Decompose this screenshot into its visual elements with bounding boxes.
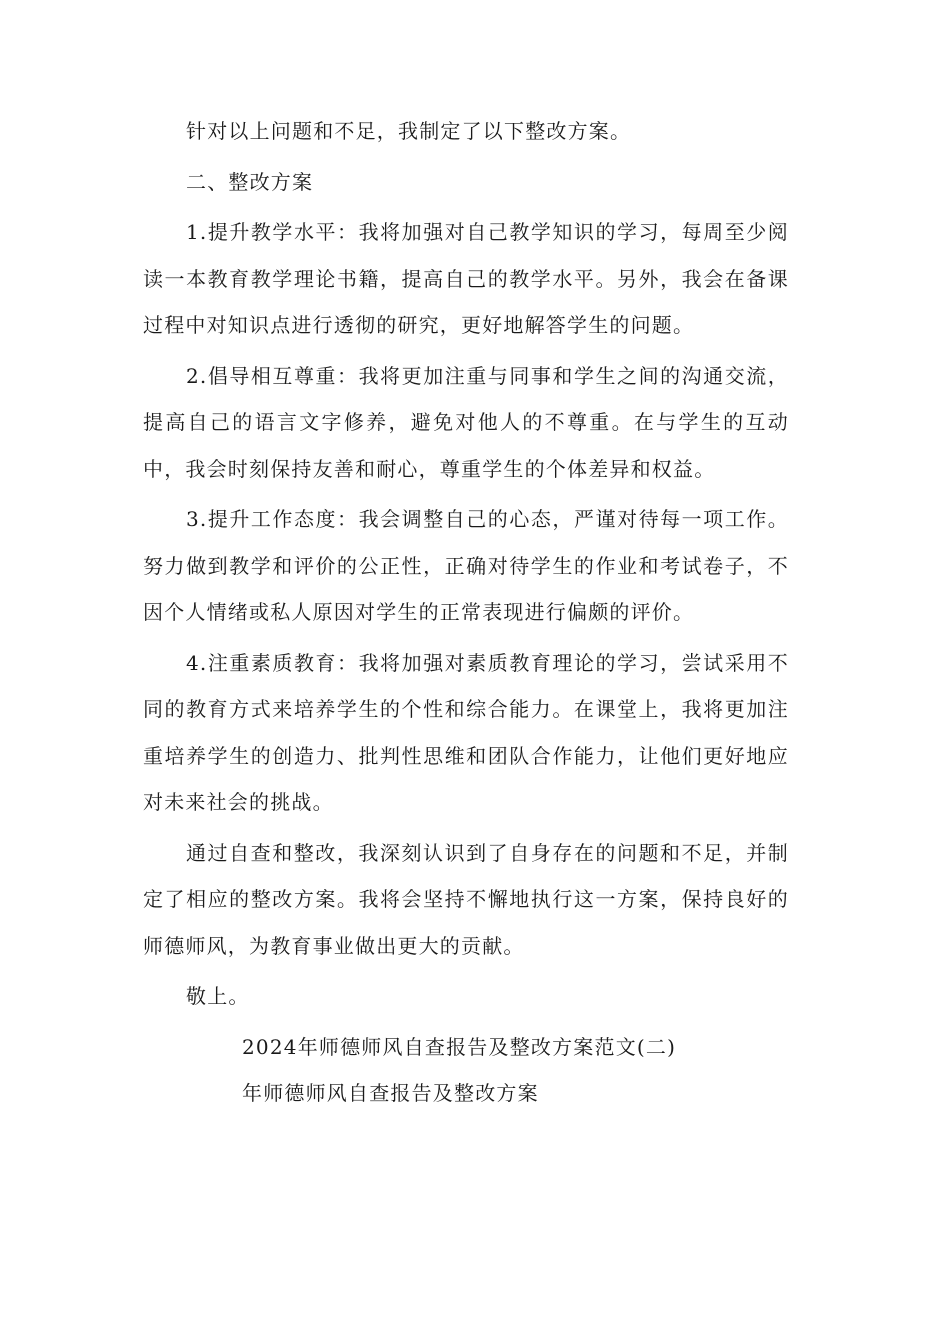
document-body: [143, 108, 789, 1117]
paragraph-item-2: 2.倡导相互尊重：我将更加注重与同事和学生之间的沟通交流，提高自己的语言文字修养，避免对他人的不尊重。在与学生的互动中，我会时刻保持友善和耐心，尊重学生的个体差异和权益。: [143, 363, 789, 481]
paragraph-intro: 针对以上问题和不足，我制定了以下整改方案。: [186, 119, 632, 143]
document-subtitle: 年师德师风自查报告及整改方案: [242, 1081, 539, 1105]
paragraph-item-3: 3.提升工作态度：我会调整自己的心态，严谨对待每一项工作。努力做到教学和评价的公正性，正确对待学生的作业和考试卷子，不因个人情绪或私人原因对学生的正常表现进行偏颇的评价。: [143, 507, 789, 624]
document-title: 2024年师德师风自查报告及整改方案范文(二): [242, 1034, 677, 1059]
paragraph-conclusion: 通过自查和整改，我深刻认识到了自身存在的问题和不足，并制定了相应的整改方案。我将会坚持不懈地执行这一方案，保持良好的师德师风，为教育事业做出更大的贡献。: [143, 840, 789, 958]
paragraph-item-4: 4.注重素质教育：我将加强对素质教育理论的学习，尝试采用不同的教育方式来培养学生的个性和综合能力。在课堂上，我将更加注重培养学生的创造力、批判性思维和团队合作能力，让他们更好地应对未来社会的挑战。: [143, 650, 789, 814]
paragraph-closing: 敬上。: [186, 984, 250, 1008]
section-heading: 二、整改方案: [186, 169, 314, 194]
paragraph-item-1: 1.提升教学水平：我将加强对自己教学知识的学习，每周至少阅读一本教育教学理论书籍，提高自己的教学水平。另外，我会在备课过程中对知识点进行透彻的研究，更好地解答学生的问题。: [143, 220, 789, 337]
